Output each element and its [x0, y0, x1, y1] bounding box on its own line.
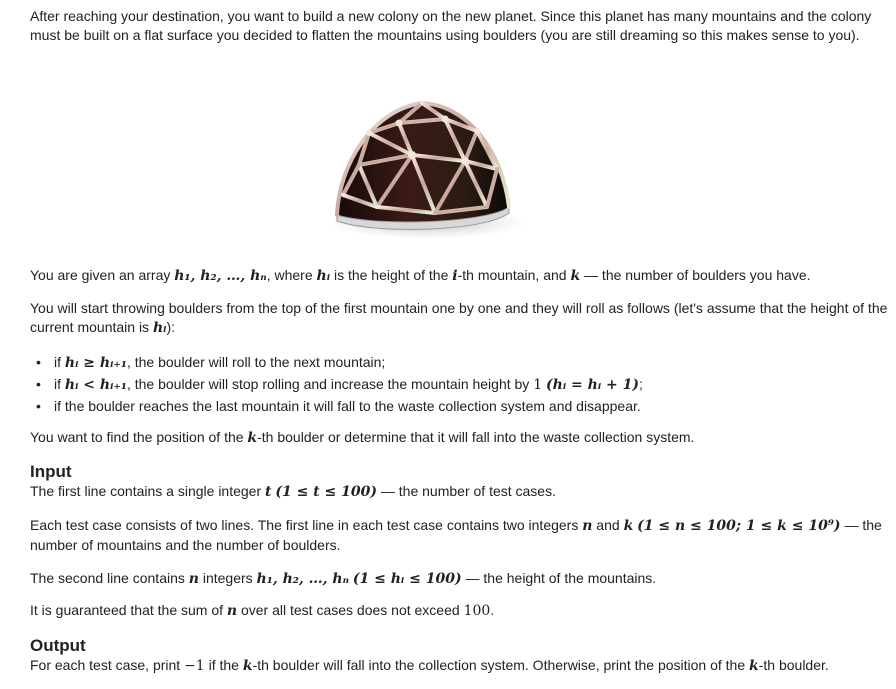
out-text-c: -th boulder will fall into the collection system. Otherwise, print the position of the	[252, 657, 750, 673]
list-item	[30, 396, 643, 417]
rule2-text-c: ;	[639, 376, 643, 392]
second-text-c: — the height of the mountains.	[461, 570, 657, 586]
list-item	[30, 374, 643, 396]
rules-hi-math: hᵢ	[152, 320, 167, 336]
rule1-text-a: if	[54, 354, 65, 370]
rule2-text-a: if	[54, 376, 65, 392]
second-text-a: The second line contains	[30, 570, 189, 586]
rules-list	[30, 352, 643, 417]
dome-icon	[317, 95, 527, 245]
rule2-math: hᵢ < hᵢ₊₁	[64, 377, 127, 393]
array-text-b: , where	[266, 267, 317, 283]
input-each-case-paragraph	[30, 516, 892, 555]
input-first-line-paragraph	[30, 482, 556, 502]
array-hi-math: hᵢ	[316, 268, 331, 284]
each-text-a: Each test case consists of two lines. The first line in each test case contains two integers	[30, 517, 583, 533]
second-seq-math: h₁, h₂, …, hₙ	[256, 571, 350, 587]
rules-text-b: ):	[166, 319, 176, 335]
goal-text-b: -th boulder or determine that it will fall into the waste collection system.	[257, 429, 695, 445]
input-section-title: Input	[30, 462, 72, 481]
second-text-b: integers	[198, 570, 257, 586]
goal-paragraph	[30, 428, 694, 448]
array-text-c: is the height of the	[330, 267, 453, 283]
guar-n-math: n	[226, 603, 238, 619]
rule2-one-math: 1	[533, 377, 543, 393]
goal-k-math: k	[247, 430, 258, 446]
first-text-b: — the number of test cases.	[377, 483, 556, 499]
second-range-math: (1 ≤ hᵢ ≤ 100)	[352, 571, 462, 587]
array-text-a: You are given an array	[30, 267, 175, 283]
guar-text-c: .	[490, 602, 495, 618]
array-k-math: k	[570, 268, 581, 284]
output-section-title: Output	[30, 636, 86, 655]
rules-text-a: You will start throwing boulders from the top of the first mountain one by one and they will roll as follows (let's assume that the height of the current mountain is	[30, 300, 888, 335]
guar-text-b: over all test cases does not exceed	[237, 602, 464, 618]
second-n-math: n	[188, 571, 199, 587]
each-n-math: n	[582, 518, 593, 534]
each-k-math: k	[623, 518, 634, 534]
out-text-b: if the	[204, 657, 243, 673]
first-text-a: The first line contains a single integer	[30, 483, 266, 499]
out-k-math: k	[242, 658, 253, 674]
first-range-math: (1 ≤ t ≤ 100)	[275, 484, 378, 500]
each-text-b: — the number of mountains and the number of boulders.	[30, 517, 882, 553]
rule2-text-b: , the boulder will stop rolling and increase the mountain height by	[126, 376, 534, 392]
each-range-math: (1 ≤ n ≤ 100; 1 ≤ k ≤ 10⁹)	[637, 518, 841, 534]
array-text-d: -th mountain, and	[457, 267, 571, 283]
each-and: and	[592, 517, 624, 533]
guar-value-math: 100	[463, 603, 491, 619]
geodesic-dome-illustration	[317, 95, 527, 245]
input-guarantee-paragraph	[30, 601, 494, 621]
array-paragraph	[30, 266, 811, 286]
rules-paragraph	[30, 299, 892, 338]
rule3-text: if the boulder reaches the last mountain it will fall to the waste collection system and disappear.	[54, 398, 641, 414]
intro-paragraph: After reaching your destination, you want to build a new colony on the new planet. Since this planet has many mountains and the colony must be built on a flat surface you decided to flatten the mountains using boulders (you are still dreaming so this makes sense to you).	[30, 8, 872, 43]
rule1-math: hᵢ ≥ hᵢ₊₁	[64, 355, 127, 371]
out-text-a: For each test case, print	[30, 657, 185, 673]
out-k2-math: k	[749, 658, 759, 674]
array-text-e: — the number of boulders you have.	[580, 267, 811, 283]
array-sequence-math: h₁, h₂, …, hₙ	[174, 268, 267, 284]
goal-text-a: You want to find the position of the	[30, 429, 248, 445]
out-neg-math: −1	[184, 658, 205, 674]
first-t-math: t	[265, 484, 272, 500]
out-text-d: -th boulder.	[758, 657, 829, 673]
list-item	[30, 352, 643, 374]
rule2-math-2: (hᵢ = hᵢ + 1)	[546, 377, 640, 393]
guar-text-a: It is guaranteed that the sum of	[30, 602, 227, 618]
input-second-line-paragraph	[30, 569, 656, 589]
output-paragraph	[30, 656, 829, 676]
array-i-math: i	[452, 268, 458, 284]
rule1-text-b: , the boulder will roll to the next mountain;	[126, 354, 386, 370]
